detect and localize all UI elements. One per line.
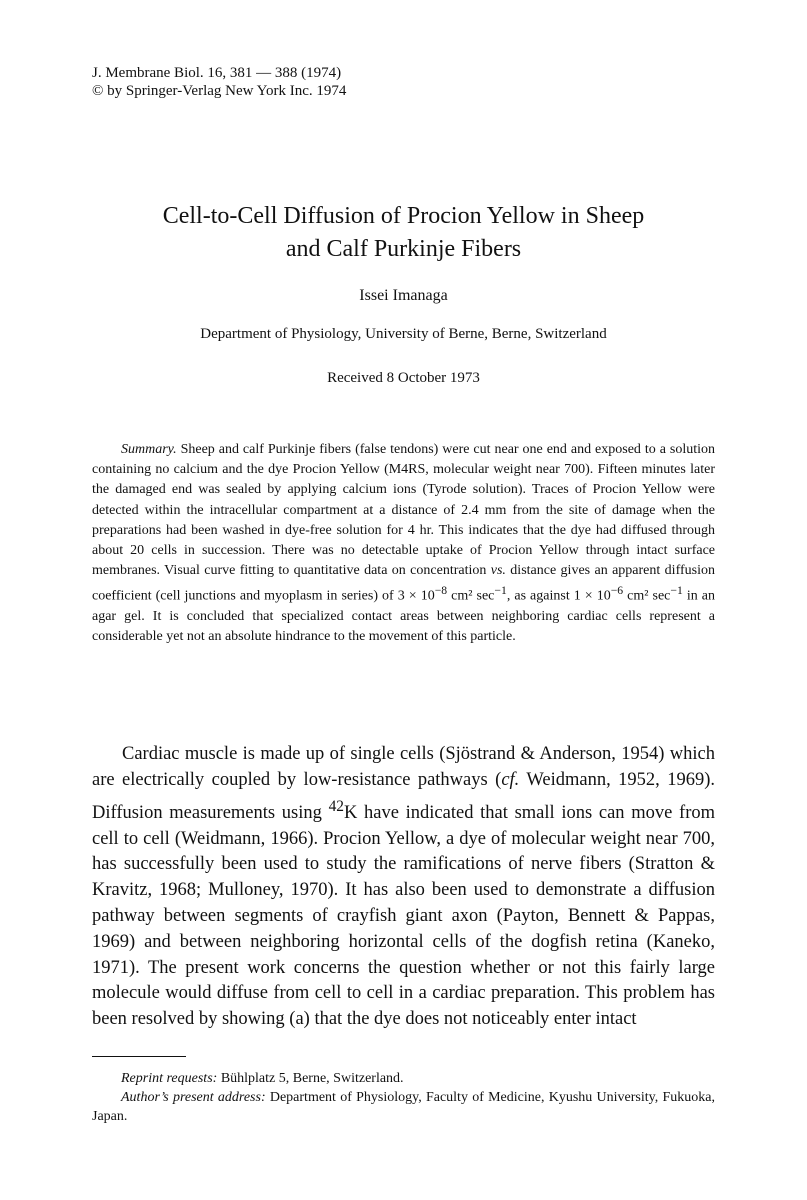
footnote-rule xyxy=(92,1056,186,1057)
body-text-1: Cardiac muscle is made up of single cells (Sjöstrand & Anderson, 1954) which are electrically coupled by low-resistance pathways ( xyxy=(92,744,715,790)
summary-text-1: Sheep and calf Purkinje fibers (false tendons) were cut near one end and exposed to a solution containing no calcium and the dye Procion Yellow (M4RS, molecular weight near 700). Fifteen minutes later the damaged end was sealed by applying calcium ions (Tyrode solution). Traces of Procion Yellow were detected within the intracellular compartment at a distance of 2.4 mm from the site of damage when the preparations had been washed in dye-free solution for 4 hr. This indicates that the dye had diffused through about 20 cells in succession. There was no detectable uptake of Procion Yellow through intact surface membranes. Visual curve fitting to quantitative data on concentration xyxy=(92,442,715,579)
body-paragraph xyxy=(92,742,715,1033)
summary-exponent-4: −1 xyxy=(670,584,683,598)
author-name: Issei Imanaga xyxy=(359,287,448,304)
summary-text-5: cm² sec xyxy=(623,589,671,605)
reprint-label: Reprint requests: xyxy=(121,1071,218,1086)
summary-vs: vs. xyxy=(490,563,506,579)
body-cf: cf. xyxy=(501,769,520,790)
summary-exponent-1: −8 xyxy=(434,584,448,598)
summary-text-6: in an agar gel. It is concluded that specialized contact areas between neighboring cardiac cells represent a considerable yet not an absolute hindrance to the movement of this particle. xyxy=(92,589,715,645)
paper-title xyxy=(0,200,807,266)
title-line-2: and Calf Purkinje Fibers xyxy=(285,236,522,262)
journal-citation: J. Membrane Biol. 16, 381 — 388 (1974) xyxy=(92,65,342,81)
footnotes xyxy=(92,1069,715,1126)
summary-abstract xyxy=(92,440,715,648)
isotope-superscript: 42 xyxy=(328,797,344,815)
reprint-text: Bühlplatz 5, Berne, Switzerland. xyxy=(217,1071,404,1086)
body-text-3: K have indicated that small ions can move from cell to cell (Weidmann, 1966). Procion Yellow, a dye of molecular weight near 700, has successfully been used to study the ramifications of nerve fibers (Stratton & Kravitz, 1968; Mulloney, 1970). It has also been used to demonstrate a diffusion pathway between segments of crayfish giant axon (Payton, Bennett & Pappas, 1969) and between neighboring horizontal cells of the dogfish retina (Kaneko, 1971). The present work concerns the question whether or not this fairly large molecule would diffuse from cell to cell in a cardiac preparation. This problem has been resolved by showing (a) that the dye does not noticeably enter intact xyxy=(92,802,715,1030)
footnote-reprint xyxy=(92,1069,715,1088)
summary-exponent-3: −6 xyxy=(610,584,624,598)
address-label: Author’s present address: xyxy=(121,1090,266,1105)
footnote-address xyxy=(92,1088,715,1126)
address-text: Department of Physiology, Faculty of Medicine, Kyushu University, Fukuoka, Japan. xyxy=(92,1090,715,1124)
summary-exponent-2: −1 xyxy=(494,584,507,598)
summary-text-3: cm² sec xyxy=(447,589,495,605)
title-line-1: Cell-to-Cell Diffusion of Procion Yellow in Sheep xyxy=(162,203,645,229)
body-text-2: Weidmann, 1952, 1969). Diffusion measurements using xyxy=(92,769,715,823)
summary-text-2: distance gives an apparent diffusion coefficient (cell junctions and myoplasm in series) of 3 × 10 xyxy=(92,563,715,605)
author-affiliation: Department of Physiology, University of Berne, Berne, Switzerland xyxy=(200,326,607,342)
journal-header xyxy=(92,64,346,100)
summary-label: Summary. xyxy=(121,442,177,457)
copyright-line: © by Springer-Verlag New York Inc. 1974 xyxy=(92,83,347,99)
received-date: Received 8 October 1973 xyxy=(327,370,480,386)
summary-text-4: , as against 1 × 10 xyxy=(506,589,611,605)
